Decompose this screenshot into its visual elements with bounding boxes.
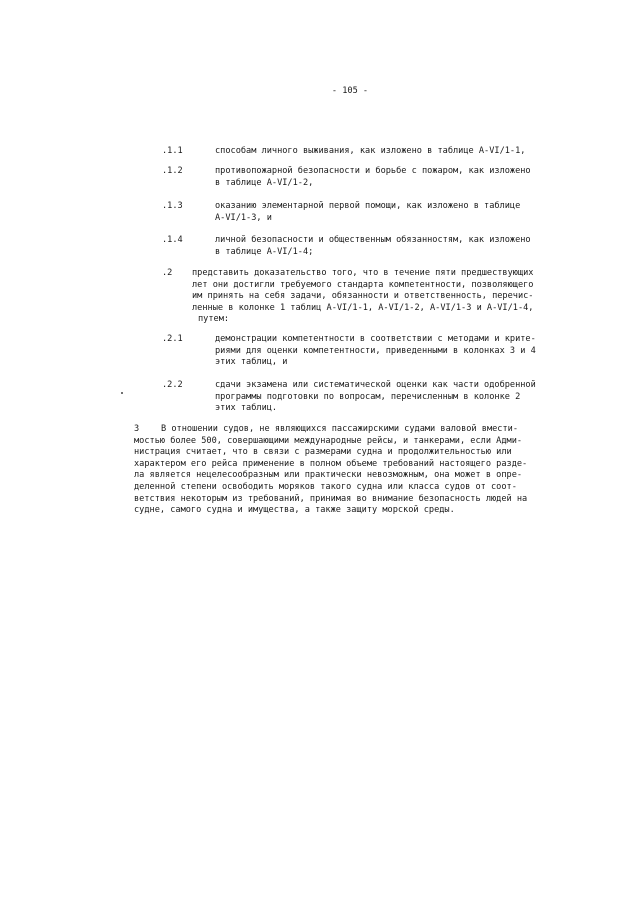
text-line: способам личного выживания, как изложено в таблице A-VI/1-1, <box>215 146 526 156</box>
item-number: .1.2 <box>162 166 183 176</box>
text-line: риями для оценки компетентности, приведенными в колонках 3 и 4 <box>215 345 536 356</box>
stray-mark <box>121 392 123 394</box>
text-line: лет они достигли требуемого стандарта компетентности, позволяющего <box>192 279 534 290</box>
text-line: в таблице A-VI/1-2, <box>215 177 314 188</box>
text-line: судне, самого судна и имущества, а также защиту морской среды. <box>134 505 455 516</box>
text-line: этих таблиц, и <box>215 357 288 368</box>
item-number: .2.2 <box>162 380 183 390</box>
page-number: - 105 - <box>331 86 369 96</box>
text-line: нистрация считает, что в связи с размерами судна и продолжительностью или <box>134 447 512 458</box>
item-text <box>215 235 531 258</box>
text-line: программы подготовки по вопросам, перечисленным в колонке 2 <box>215 391 521 402</box>
text-line: характером его рейса применение в полном объеме требований настоящего разде- <box>134 458 528 469</box>
paragraph-number: 3 <box>134 424 140 434</box>
text-line: личной безопасности и общественным обязанностям, как изложено <box>215 235 531 245</box>
item-text <box>215 201 520 224</box>
item-number: .2.1 <box>162 334 183 344</box>
text-line: мостью более 500, совершающими международные рейсы, и танкерами, если Адми- <box>134 435 523 446</box>
text-line: деленной степени освободить моряков такого судна или класса судов от соот- <box>134 481 517 492</box>
text-line: в таблице A-VI/1-4; <box>215 246 314 257</box>
item-text <box>215 334 536 369</box>
item-number: .1.1 <box>162 146 183 156</box>
item-number: .1.4 <box>162 235 183 245</box>
text-line: сдачи экзамена или систематической оценки как части одобренной <box>215 380 536 390</box>
paragraph-text <box>134 424 527 517</box>
text-line: ветствия некоторым из требований, принимая во внимание безопасность людей на <box>134 493 528 504</box>
item-number: .2 <box>162 268 173 278</box>
item-text <box>215 380 536 415</box>
text-line: A-VI/1-3, и <box>215 212 272 223</box>
text-line: путем: <box>198 314 230 325</box>
text-line: представить доказательство того, что в течение пяти предшествующих <box>192 268 534 278</box>
text-line: этих таблиц. <box>215 403 278 414</box>
item-text <box>192 268 533 326</box>
text-line: оказанию элементарной первой помощи, как изложено в таблице <box>215 201 521 211</box>
text-line: ла является нецелесообразным или практически невозможным, она может в опре- <box>134 470 523 481</box>
item-text <box>215 166 531 189</box>
text-line: В отношении судов, не являющихся пассажирскими судами валовой вмести- <box>161 424 518 434</box>
text-line: демонстрации компетентности в соответствии с методами и крите- <box>215 334 536 344</box>
item-text <box>215 146 525 158</box>
text-line: ленные в колонке 1 таблиц A-VI/1-1, A-VI/1-2, A-VI/1-3 и A-VI/1-4, <box>192 302 534 313</box>
item-number: .1.3 <box>162 201 183 211</box>
text-line: им принять на себя задачи, обязанности и ответственность, перечис- <box>192 291 534 302</box>
text-line: противопожарной безопасности и борьбе с пожаром, как изложено <box>215 166 531 176</box>
